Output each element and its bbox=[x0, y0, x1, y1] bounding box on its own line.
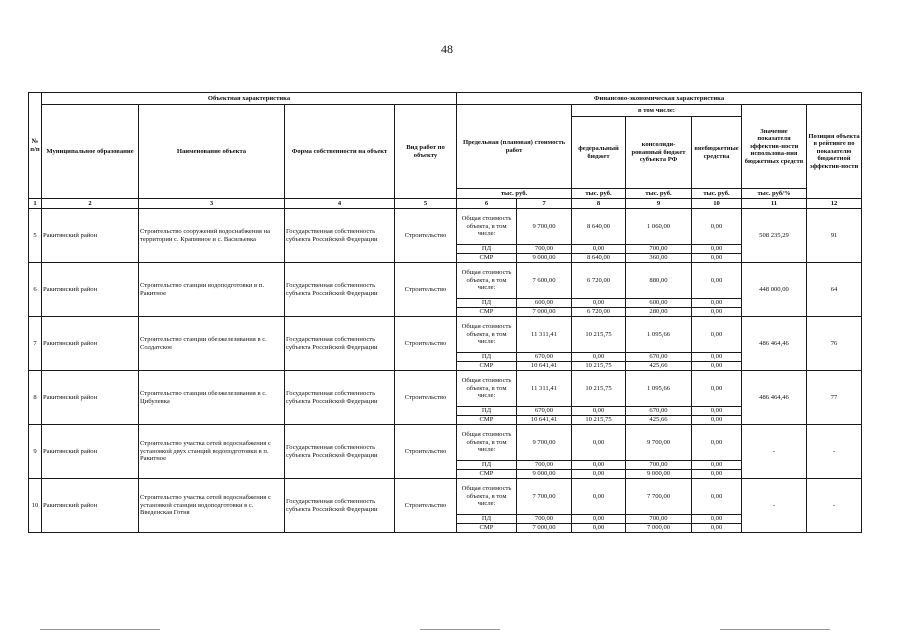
total-value: 7 700,00 bbox=[517, 479, 572, 515]
ownership-cell: Государственная собственность субъекта Российской Федерации bbox=[285, 371, 395, 425]
header-municipality: Муниципальное образование bbox=[42, 105, 139, 199]
footer-rule bbox=[40, 629, 160, 630]
smr-value: 0,00 bbox=[692, 254, 742, 263]
total-value: 0,00 bbox=[692, 371, 742, 407]
pd-value: 0,00 bbox=[692, 299, 742, 308]
work-type-cell: Строительство bbox=[395, 479, 457, 533]
total-value: 8 640,00 bbox=[572, 209, 626, 245]
pd-value: 0,00 bbox=[572, 245, 626, 254]
smr-label: СМР bbox=[457, 416, 517, 425]
smr-value: 7 000,00 bbox=[626, 524, 692, 533]
smr-label: СМР bbox=[457, 308, 517, 317]
smr-value: 7 000,00 bbox=[517, 524, 572, 533]
unit-indicator: тыс. руб/% bbox=[742, 189, 807, 199]
total-value: 9 700,00 bbox=[626, 425, 692, 461]
object-name-cell: Строительство станции обезжелезивания в с. Цибулевка bbox=[139, 371, 285, 425]
indicator-value: 508 235,29 bbox=[742, 209, 807, 263]
smr-label: СМР bbox=[457, 254, 517, 263]
pd-value: 0,00 bbox=[572, 515, 626, 524]
ownership-cell: Государственная собственность субъекта Российской Федерации bbox=[285, 209, 395, 263]
header-position: Позиция объекта в рейтинге по показателю бюджетной эффектив-ности bbox=[807, 105, 862, 199]
smr-value: 425,66 bbox=[626, 416, 692, 425]
pd-label: ПД bbox=[457, 407, 517, 416]
column-number: 2 bbox=[42, 199, 139, 209]
total-label: Общая стоимость объекта, в том числе: bbox=[457, 317, 517, 353]
pd-value: 670,00 bbox=[626, 407, 692, 416]
smr-value: 7 000,00 bbox=[517, 308, 572, 317]
header-cost: Предельная (плановая) стоимость работ bbox=[457, 105, 572, 189]
pd-label: ПД bbox=[457, 353, 517, 362]
pd-label: ПД bbox=[457, 245, 517, 254]
total-value: 0,00 bbox=[692, 479, 742, 515]
total-value: 7 600,00 bbox=[517, 263, 572, 299]
unit-extra: тыс. руб. bbox=[692, 189, 742, 199]
table-row bbox=[29, 371, 862, 407]
total-value: 0,00 bbox=[692, 425, 742, 461]
object-name-cell: Строительство станции обезжелезивания в с. Солдатское bbox=[139, 317, 285, 371]
smr-value: 9 000,00 bbox=[626, 470, 692, 479]
row-number: 5 bbox=[29, 209, 42, 263]
smr-label: СМР bbox=[457, 362, 517, 371]
smr-value: 10 215,75 bbox=[572, 416, 626, 425]
ownership-cell: Государственная собственность субъекта Российской Федерации bbox=[285, 317, 395, 371]
column-number: 6 bbox=[457, 199, 517, 209]
smr-value: 6 720,00 bbox=[572, 308, 626, 317]
pd-value: 0,00 bbox=[692, 407, 742, 416]
ownership-cell: Государственная собственность субъекта Российской Федерации bbox=[285, 479, 395, 533]
smr-value: 9 000,00 bbox=[517, 254, 572, 263]
object-name-cell: Строительство участка сетей водоснабжения с установкой станции водоподготовки в с. Введенская Готня bbox=[139, 479, 285, 533]
total-value: 0,00 bbox=[572, 425, 626, 461]
header-object: Наименование объекта bbox=[139, 105, 285, 199]
work-type-cell: Строительство bbox=[395, 317, 457, 371]
pd-value: 670,00 bbox=[517, 407, 572, 416]
header-ownership: Форма собственности на объект bbox=[285, 105, 395, 199]
rating-position: 91 bbox=[807, 209, 862, 263]
unit-consolidated: тыс. руб. bbox=[626, 189, 692, 199]
column-number: 7 bbox=[517, 199, 572, 209]
row-number: 10 bbox=[29, 479, 42, 533]
smr-value: 0,00 bbox=[692, 362, 742, 371]
rating-position: 77 bbox=[807, 371, 862, 425]
total-value: 10 215,75 bbox=[572, 317, 626, 353]
total-value: 880,00 bbox=[626, 263, 692, 299]
column-number: 4 bbox=[285, 199, 395, 209]
work-type-cell: Строительство bbox=[395, 371, 457, 425]
pd-value: 0,00 bbox=[572, 299, 626, 308]
pd-label: ПД bbox=[457, 299, 517, 308]
smr-label: СМР bbox=[457, 470, 517, 479]
work-type-cell: Строительство bbox=[395, 425, 457, 479]
indicator-value: 448 000,00 bbox=[742, 263, 807, 317]
pd-value: 0,00 bbox=[572, 461, 626, 470]
footer-rule bbox=[420, 629, 500, 630]
indicator-value: 486 464,46 bbox=[742, 317, 807, 371]
smr-value: 280,00 bbox=[626, 308, 692, 317]
pd-value: 0,00 bbox=[572, 353, 626, 362]
municipality-cell: Ракитянский район bbox=[42, 371, 139, 425]
unit-cost: тыс. руб. bbox=[457, 189, 572, 199]
indicator-value: - bbox=[742, 479, 807, 533]
pd-value: 0,00 bbox=[692, 515, 742, 524]
total-value: 0,00 bbox=[692, 263, 742, 299]
column-number: 11 bbox=[742, 199, 807, 209]
column-number: 8 bbox=[572, 199, 626, 209]
municipality-cell: Ракитянский район bbox=[42, 317, 139, 371]
smr-value: 0,00 bbox=[572, 470, 626, 479]
column-number: 10 bbox=[692, 199, 742, 209]
total-value: 11 311,41 bbox=[517, 317, 572, 353]
page-number: 48 bbox=[441, 42, 453, 56]
smr-value: 9 000,00 bbox=[517, 470, 572, 479]
smr-value: 0,00 bbox=[692, 524, 742, 533]
pd-value: 700,00 bbox=[626, 515, 692, 524]
ownership-cell: Государственная собственность субъекта Российской Федерации bbox=[285, 425, 395, 479]
pd-label: ПД bbox=[457, 515, 517, 524]
pd-value: 600,00 bbox=[626, 299, 692, 308]
total-value: 6 720,00 bbox=[572, 263, 626, 299]
total-value: 0,00 bbox=[692, 209, 742, 245]
total-label: Общая стоимость объекта, в том числе: bbox=[457, 263, 517, 299]
total-value: 11 311,41 bbox=[517, 371, 572, 407]
column-number: 3 bbox=[139, 199, 285, 209]
object-name-cell: Строительство сооружений водоснабжения на территории с. Крапивное и с. Васильевка bbox=[139, 209, 285, 263]
smr-value: 0,00 bbox=[572, 524, 626, 533]
total-value: 1 095,66 bbox=[626, 371, 692, 407]
work-type-cell: Строительство bbox=[395, 209, 457, 263]
column-number: 9 bbox=[626, 199, 692, 209]
smr-value: 0,00 bbox=[692, 416, 742, 425]
total-label: Общая стоимость объекта, в том числе: bbox=[457, 371, 517, 407]
pd-value: 670,00 bbox=[626, 353, 692, 362]
total-value: 9 700,00 bbox=[517, 209, 572, 245]
total-value: 1 060,00 bbox=[626, 209, 692, 245]
pd-value: 0,00 bbox=[572, 407, 626, 416]
object-name-cell: Строительство участка сетей водоснабжения с установкой двух станций водоподготовки в п. Ракитное bbox=[139, 425, 285, 479]
row-number: 7 bbox=[29, 317, 42, 371]
pd-value: 700,00 bbox=[517, 245, 572, 254]
table-row bbox=[29, 317, 862, 353]
municipality-cell: Ракитянский район bbox=[42, 425, 139, 479]
total-value: 9 700,00 bbox=[517, 425, 572, 461]
indicator-value: - bbox=[742, 425, 807, 479]
total-value: 1 095,66 bbox=[626, 317, 692, 353]
total-label: Общая стоимость объекта, в том числе: bbox=[457, 425, 517, 461]
column-number: 12 bbox=[807, 199, 862, 209]
pd-label: ПД bbox=[457, 461, 517, 470]
pd-value: 600,00 bbox=[517, 299, 572, 308]
unit-federal: тыс. руб. bbox=[572, 189, 626, 199]
smr-value: 8 640,00 bbox=[572, 254, 626, 263]
header-federal: федеральный бюджет bbox=[572, 117, 626, 189]
object-name-cell: Строительство станции водоподготовки в п. Ракитное bbox=[139, 263, 285, 317]
ownership-cell: Государственная собственность субъекта Российской Федерации bbox=[285, 263, 395, 317]
table-row bbox=[29, 209, 862, 245]
pd-value: 700,00 bbox=[626, 461, 692, 470]
smr-value: 425,66 bbox=[626, 362, 692, 371]
row-number: 6 bbox=[29, 263, 42, 317]
rating-position: 76 bbox=[807, 317, 862, 371]
smr-label: СМР bbox=[457, 524, 517, 533]
pd-value: 700,00 bbox=[517, 515, 572, 524]
column-number: 1 bbox=[29, 199, 42, 209]
pd-value: 700,00 bbox=[626, 245, 692, 254]
rating-position: - bbox=[807, 479, 862, 533]
smr-value: 0,00 bbox=[692, 308, 742, 317]
header-incl: в том числе: bbox=[572, 105, 742, 117]
pd-value: 0,00 bbox=[692, 353, 742, 362]
investment-objects-table bbox=[28, 92, 862, 533]
work-type-cell: Строительство bbox=[395, 263, 457, 317]
header-extrabudget: внебюджетные средства bbox=[692, 117, 742, 189]
header-no: № п/п bbox=[29, 93, 42, 199]
municipality-cell: Ракитянский район bbox=[42, 209, 139, 263]
smr-value: 0,00 bbox=[692, 470, 742, 479]
row-number: 8 bbox=[29, 371, 42, 425]
table-row bbox=[29, 479, 862, 515]
total-label: Общая стоимость объекта, в том числе: bbox=[457, 209, 517, 245]
header-consolidated: консолиди-рованный бюджет субъекта РФ bbox=[626, 117, 692, 189]
table-row bbox=[29, 425, 862, 461]
rating-position: 64 bbox=[807, 263, 862, 317]
total-value: 10 215,75 bbox=[572, 371, 626, 407]
table-row bbox=[29, 263, 862, 299]
header-group-object: Объектная характеристика bbox=[42, 93, 457, 105]
header-work: Вид работ по объекту bbox=[395, 105, 457, 199]
column-number: 5 bbox=[395, 199, 457, 209]
smr-value: 10 215,75 bbox=[572, 362, 626, 371]
header-indicator: Значение показателя эффектив-ности использова-ния бюджетных средств bbox=[742, 105, 807, 189]
smr-value: 360,00 bbox=[626, 254, 692, 263]
smr-value: 10 641,41 bbox=[517, 416, 572, 425]
total-value: 7 700,00 bbox=[626, 479, 692, 515]
pd-value: 0,00 bbox=[692, 461, 742, 470]
total-value: 0,00 bbox=[572, 479, 626, 515]
footer-rule bbox=[720, 629, 830, 630]
municipality-cell: Ракитянский район bbox=[42, 479, 139, 533]
smr-value: 10 641,41 bbox=[517, 362, 572, 371]
pd-value: 670,00 bbox=[517, 353, 572, 362]
total-label: Общая стоимость объекта, в том числе: bbox=[457, 479, 517, 515]
header-group-finance: Финансово-экономическая характеристика bbox=[457, 93, 862, 105]
rating-position: - bbox=[807, 425, 862, 479]
indicator-value: 486 464,46 bbox=[742, 371, 807, 425]
pd-value: 0,00 bbox=[692, 245, 742, 254]
row-number: 9 bbox=[29, 425, 42, 479]
total-value: 0,00 bbox=[692, 317, 742, 353]
municipality-cell: Ракитянский район bbox=[42, 263, 139, 317]
pd-value: 700,00 bbox=[517, 461, 572, 470]
